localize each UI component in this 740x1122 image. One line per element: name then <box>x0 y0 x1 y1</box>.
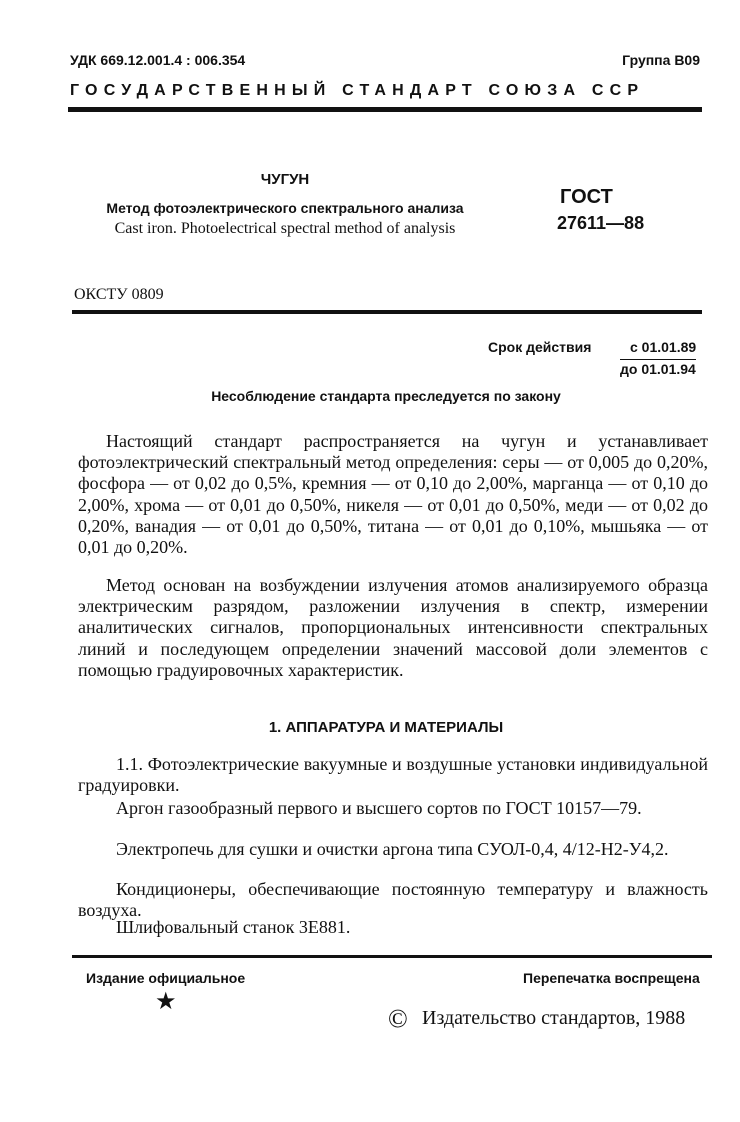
intro-paragraph-scope: Настоящий стандарт распространяется на чугун и устанавливает фотоэлектрический спектральный метод определения: серы — от 0,005 до 0,20%, фосфора — от 0,02 до 0,5%, кремния — от 0,10 до 2,00%, марганца — от 0,10 до 2,00%, хрома — от 0,01 до 0,50%, никеля — от 0,01 до 0,50%, меди — от 0,02 до 0,20%, ванадия — от 0,01 до 0,50%, титана — от 0,01 до 0,10%, мышьяка — от 0,01 до 0,20%. <box>78 431 708 558</box>
state-standard-title: ГОСУДАРСТВЕННЫЙ СТАНДАРТ СОЮЗА ССР <box>70 82 645 99</box>
bottom-rule <box>72 955 712 958</box>
section-item: Аргон газообразный первого и высшего сортов по ГОСТ 10157—79. <box>116 798 642 818</box>
section-item: Шлифовальный станок 3Е881. <box>116 917 351 937</box>
section-item: Кондиционеры, обеспечивающие постоянную температуру и влажность воздуха. <box>78 879 708 921</box>
product-name: ЧУГУН <box>260 171 310 188</box>
validity-to: до 01.01.94 <box>620 361 696 377</box>
legal-notice: Несоблюдение стандарта преследуется по закону <box>211 388 561 404</box>
star-icon: ★ <box>155 989 177 1015</box>
gost-label: ГОСТ <box>560 186 613 208</box>
gost-number: 27611—88 <box>557 213 645 233</box>
official-edition-label: Издание официальное <box>86 970 246 986</box>
middle-rule <box>72 310 702 314</box>
intro-paragraph-method: Метод основан на возбуждении излучения атомов анализируемого образца электрическим разрядом, разложении излучения в спектр, измерении аналитических сигналов, пропорциональных интенсивности спектральных линий и последующем определении значений массовой доли элементов с помощью градуировочных характеристик. <box>78 575 708 680</box>
section-item: 1.1. Фотоэлектрические вакуумные и воздушные установки индивидуальной градуировки. <box>78 754 708 796</box>
validity-label: Срок действия <box>488 339 592 355</box>
top-rule <box>68 107 702 112</box>
section-heading: 1. АППАРАТУРА И МАТЕРИАЛЫ <box>268 719 504 736</box>
reprint-prohibited-label: Перепечатка воспрещена <box>523 970 700 986</box>
copyright-icon: © <box>388 1004 408 1033</box>
section-item: Электропечь для сушки и очистки аргона типа СУОЛ-0,4, 4/12-Н2-У4,2. <box>116 839 669 859</box>
validity-from: с 01.01.89 <box>630 339 697 355</box>
copyright-publisher: Издательство стандартов, 1988 <box>422 1007 686 1029</box>
group-code: Группа В09 <box>622 52 700 68</box>
okstu-code: ОКСТУ 0809 <box>74 286 164 303</box>
method-title-ru: Метод фотоэлектрического спектрального анализа <box>106 200 464 216</box>
method-title-en: Cast iron. Photoelectrical spectral method of analysis <box>114 220 456 237</box>
udk-code: УДК 669.12.001.4 : 006.354 <box>70 52 246 68</box>
